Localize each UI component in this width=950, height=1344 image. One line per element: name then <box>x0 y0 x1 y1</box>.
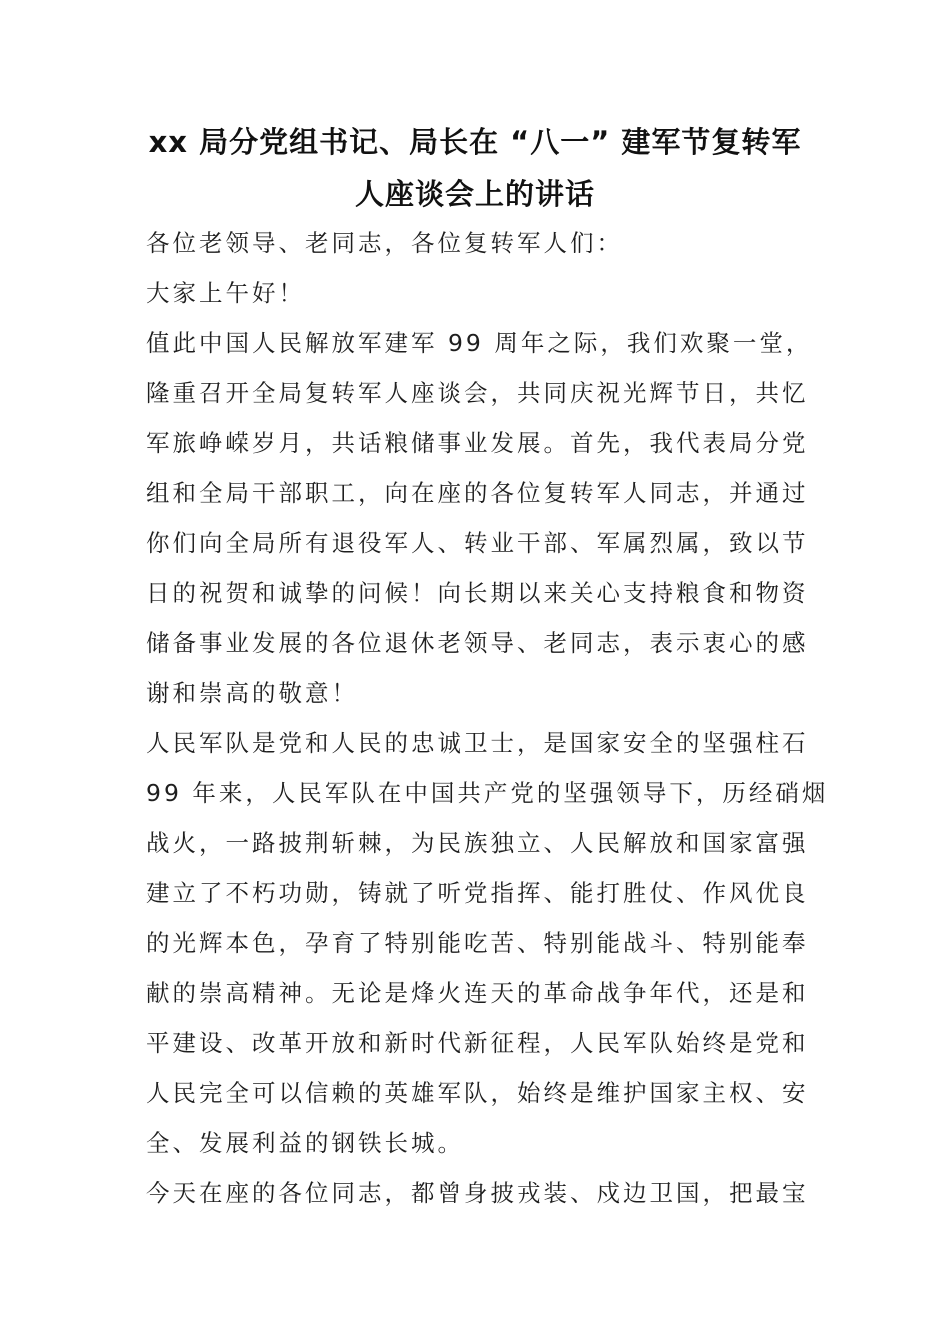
body-text-line: 平建设、改革开放和新时代新征程，人民军队始终是党和 <box>146 1029 809 1057</box>
body-text-line: 组和全局干部职工，向在座的各位复转军人同志，并通过 <box>146 479 809 507</box>
document-title-line-1: xx 局分党组书记、局长在 “八一” 建军节复转军 <box>148 125 802 159</box>
body-text-line: 99 年来，人民军队在中国共产党的坚强领导下，历经硝烟 <box>146 779 829 807</box>
body-text-line: 建立了不朽功勋，铸就了听党指挥、能打胜仗、作风优良 <box>146 879 809 907</box>
body-text-line: 值此中国人民解放军建军 99 周年之际，我们欢聚一堂， <box>146 329 813 357</box>
body-text-line: 战火，一路披荆斩棘，为民族独立、人民解放和国家富强 <box>146 829 809 857</box>
greeting-line: 大家上午好！ <box>146 279 305 307</box>
body-text-line: 储备事业发展的各位退休老领导、老同志，表示衷心的感 <box>146 629 809 657</box>
body-text-line: 隆重召开全局复转军人座谈会，共同庆祝光辉节日，共忆 <box>146 379 809 407</box>
body-text-line: 谢和崇高的敬意！ <box>146 679 358 707</box>
salutation-line: 各位老领导、老同志，各位复转军人们： <box>146 229 623 257</box>
body-text-line: 你们向全局所有退役军人、转业干部、军属烈属，致以节 <box>146 529 809 557</box>
body-text-line: 献的崇高精神。无论是烽火连天的革命战争年代，还是和 <box>146 979 809 1007</box>
body-text-line: 的光辉本色，孕育了特别能吃苦、特别能战斗、特别能奉 <box>146 929 809 957</box>
document-title-line-2: 人座谈会上的讲话 <box>354 177 595 211</box>
body-text-line: 今天在座的各位同志，都曾身披戎装、戍边卫国，把最宝 <box>146 1179 809 1207</box>
body-text-line: 日的祝贺和诚挚的问候！向长期以来关心支持粮食和物资 <box>146 579 809 607</box>
body-text-line: 军旅峥嵘岁月，共话粮储事业发展。首先，我代表局分党 <box>146 429 809 457</box>
body-text-line: 人民军队是党和人民的忠诚卫士，是国家安全的坚强柱石 <box>146 729 809 757</box>
body-text-line: 全、发展利益的钢铁长城。 <box>146 1129 464 1157</box>
body-text-line: 人民完全可以信赖的英雄军队，始终是维护国家主权、安 <box>146 1079 809 1107</box>
